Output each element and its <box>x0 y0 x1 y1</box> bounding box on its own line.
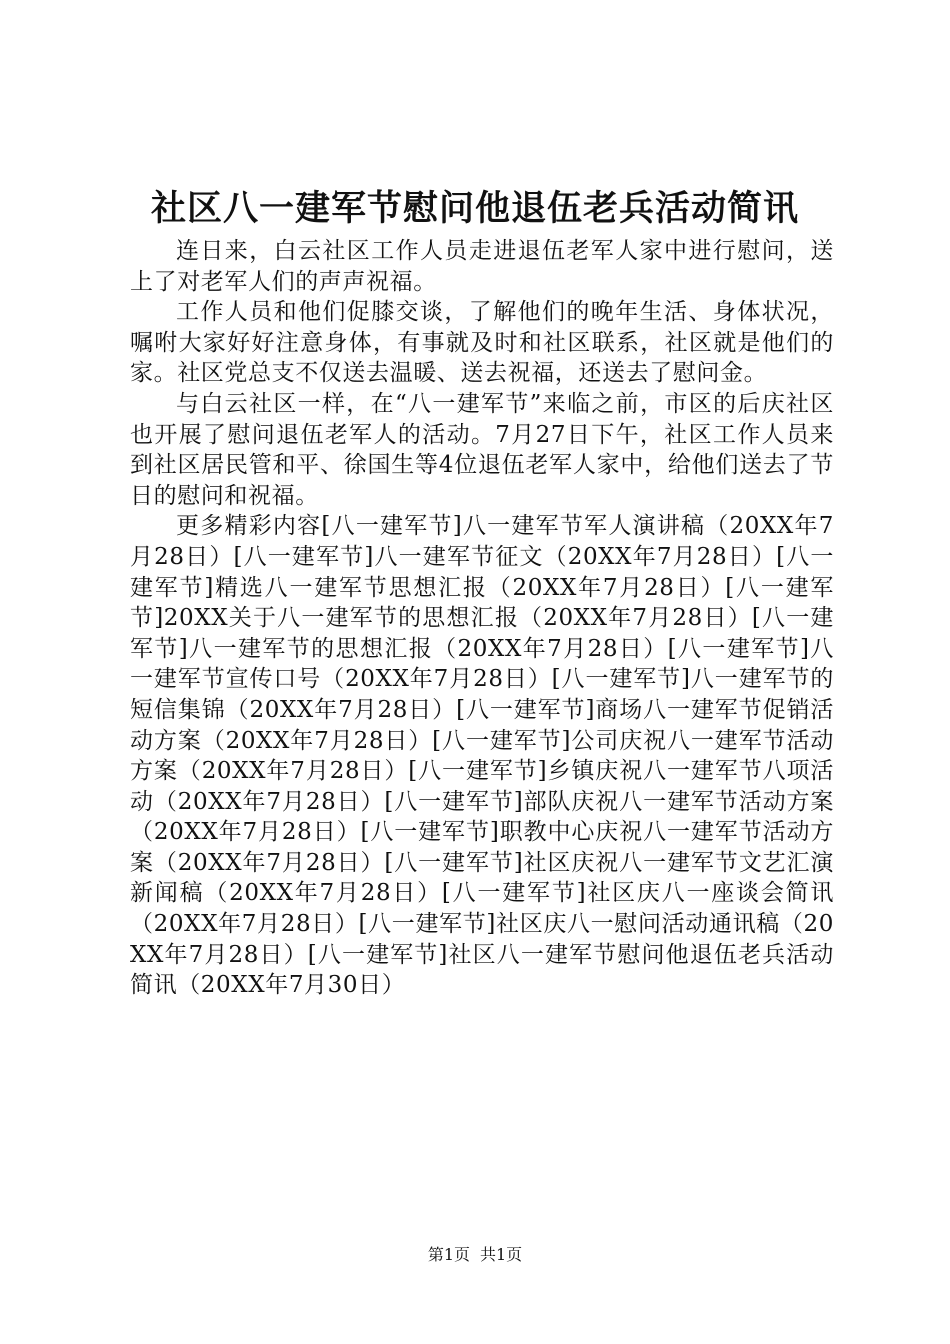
document-body <box>130 236 834 1001</box>
paragraph-visit-intro: 连日来，白云社区工作人员走进退伍老军人家中进行慰问，送上了对老军人们的声声祝福。 <box>130 238 834 295</box>
paragraph-conversation: 工作人员和他们促膝交谈，了解他们的晚年生活、身体状况，嘱咐大家好好注意身体，有事就及时和社区联系，社区就是他们的家。社区党总支不仅送去温暖、送去祝福，还送去了慰问金。 <box>130 299 834 387</box>
page-total: 共1页 <box>480 1245 523 1264</box>
page-number: 第1页 <box>427 1245 470 1264</box>
document-title: 社区八一建军节慰问他退伍老兵活动简讯 <box>150 189 799 229</box>
page-footer <box>0 1244 950 1266</box>
paragraph-houqing-community: 与白云社区一样，在“八一建军节”来临之前，市区的后庆社区也开展了慰问退伍老军人的活动。7月27日下午，社区工作人员来到社区居民管和平、徐国生等4位退伍老军人家中，给他们送去了节日的慰问和祝福。 <box>130 390 834 509</box>
paragraph-related-content: 更多精彩内容[八一建军节]八一建军节军人演讲稿（20XX年7月28日）[八一建军节]八一建军节征文（20XX年7月28日）[八一建军节]精选八一建军节思想汇报（20XX年7月28日）[八一建军节]20XX关于八一建军节的思想汇报（20XX年7月28日）[八一建军节]八一建军节的思想汇报（20XX年7月28日）[八一建军节]八一建军节宣传口号（20XX年7月28日）[八一建军节]八一建军节的短信集锦（20XX年7月28日）[八一建军节]商场八一建军节促销活动方案（20XX年7月28日）[八一建军节]公司庆祝八一建军节活动方案（20XX年7月28日）[八一建军节]乡镇庆祝八一建军节八项活动（20XX年7月28日）[八一建军节]部队庆祝八一建军节活动方案（20XX年7月28日）[八一建军节]职教中心庆祝八一建军节活动方案（20XX年7月28日）[八一建军节]社区庆祝八一建军节文艺汇演新闻稿（20XX年7月28日）[八一建军节]社区庆八一座谈会简讯（20XX年7月28日）[八一建军节]社区庆八一慰问活动通讯稿（20XX年7月28日）[八一建军节]社区八一建军节慰问他退伍老兵活动简讯（20XX年7月30日） <box>130 513 834 999</box>
